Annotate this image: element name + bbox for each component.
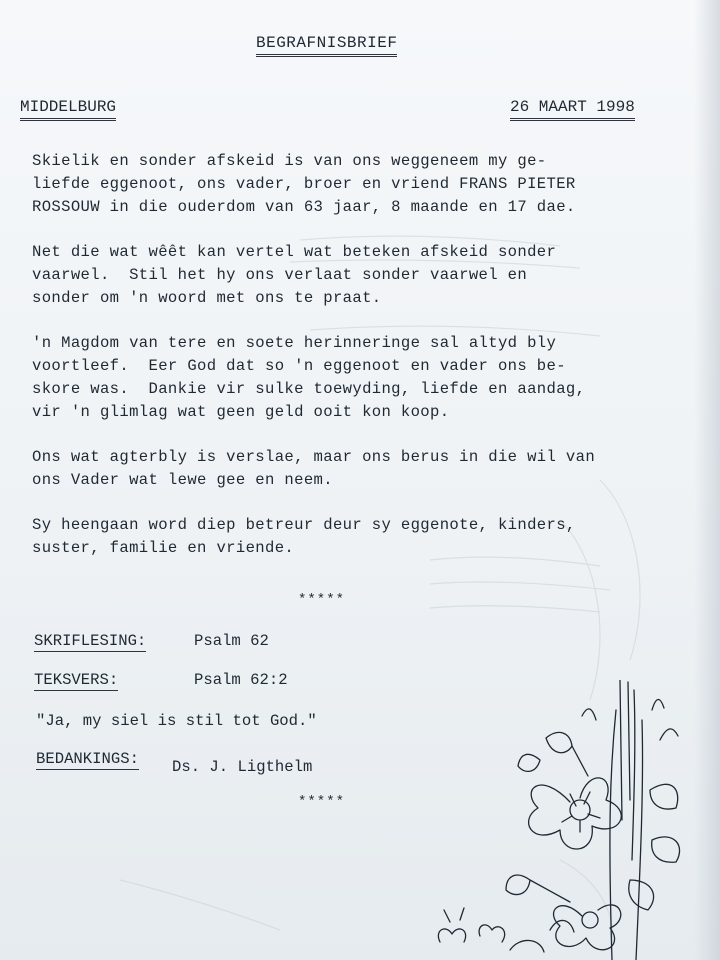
letter-body bbox=[32, 150, 672, 582]
paragraph-line: vir 'n glimlag wat geen geld ooit kon koop. bbox=[32, 403, 450, 421]
paragraph-line: Ons wat agterbly is verslae, maar ons berus in die wil van bbox=[32, 448, 596, 466]
paragraph-memories bbox=[32, 332, 672, 424]
document-title bbox=[256, 34, 397, 57]
paragraph-acceptance bbox=[32, 446, 672, 492]
paragraph-line: 'n Magdom van tere en soete herinneringe sal altyd bly bbox=[32, 334, 557, 352]
thanks-label: BEDANKINGS: bbox=[36, 750, 139, 768]
scripture-quote: "Ja, my siel is stil tot God." bbox=[36, 712, 317, 730]
paragraph-farewell bbox=[32, 241, 672, 310]
paragraph-line: liefde eggenoot, ons vader, broer en vriend FRANS PIETER bbox=[32, 175, 576, 193]
paragraph-mourners bbox=[32, 514, 672, 560]
place-name bbox=[20, 98, 116, 121]
scripture-value: Psalm 62 bbox=[194, 632, 269, 650]
paragraph-line: ons Vader wat lewe gee en neem. bbox=[32, 471, 333, 489]
paragraph-line: voortleef. Eer God dat so 'n eggenoot en vader ons be- bbox=[32, 357, 566, 375]
thanks-value: Ds. J. Ligthelm bbox=[172, 758, 313, 776]
letter-date bbox=[510, 98, 635, 121]
floral-illustration-icon bbox=[420, 680, 700, 960]
paragraph-line: Skielik en sonder afskeid is van ons weggeneem my ge- bbox=[32, 152, 547, 170]
paragraph-line: sonder om 'n woord met ons te praat. bbox=[32, 289, 382, 307]
place-name-text: MIDDELBURG bbox=[20, 98, 116, 121]
paragraph-line: skore was. Dankie vir sulke toewyding, liefde en aandag, bbox=[32, 380, 586, 398]
separator-bottom: ***** bbox=[298, 794, 346, 810]
paragraph-line: ROSSOUW in die ouderdom van 63 jaar, 8 maande en 17 dae. bbox=[32, 198, 576, 216]
paragraph-announcement bbox=[32, 150, 672, 219]
paragraph-line: vaarwel. Stil het hy ons verlaat sonder vaarwel en bbox=[32, 266, 528, 284]
paragraph-line: suster, familie en vriende. bbox=[32, 539, 295, 557]
paragraph-line: Sy heengaan word diep betreur deur sy eggenote, kinders, bbox=[32, 516, 576, 534]
text-verse-value: Psalm 62:2 bbox=[194, 671, 288, 689]
separator-top: ***** bbox=[298, 592, 346, 608]
text-verse-label: TEKSVERS: bbox=[34, 671, 119, 689]
document-title-text: BEGRAFNISBRIEF bbox=[256, 34, 397, 57]
paragraph-line: Net die wat wêêt kan vertel wat beteken afskeid sonder bbox=[32, 243, 557, 261]
letter-date-text: 26 MAART 1998 bbox=[510, 98, 635, 121]
scripture-label: SKRIFLESING: bbox=[34, 632, 147, 650]
